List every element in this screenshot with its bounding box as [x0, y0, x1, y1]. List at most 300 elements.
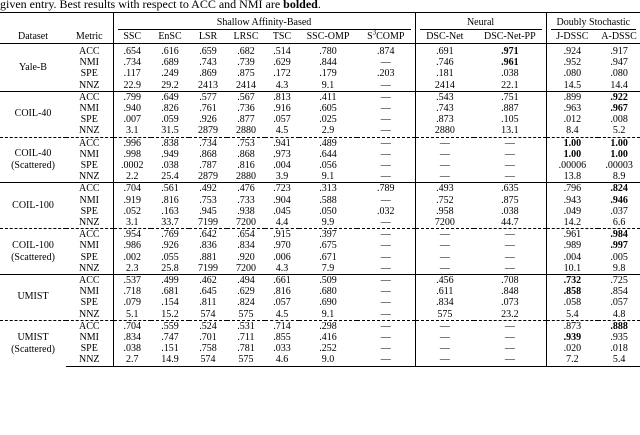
- value-cell: .813: [265, 91, 299, 103]
- value-cell: 2879: [198, 125, 218, 137]
- value-cell: 7199: [198, 217, 218, 229]
- value-cell: 13.8: [546, 171, 598, 183]
- value-cell: 14.4: [610, 79, 628, 91]
- value-cell: 15.2: [161, 308, 179, 320]
- value-cell: 3.9: [275, 171, 289, 183]
- value-cell: .033: [273, 343, 291, 355]
- metric-cell: NMI: [79, 332, 99, 344]
- value-cell: .916: [273, 103, 291, 115]
- value-cell: .874: [377, 46, 395, 57]
- value-cell: .057: [273, 114, 291, 126]
- value-cell: .00006: [546, 160, 598, 171]
- value-cell: 1.00: [546, 137, 598, 149]
- value-cell: .924: [546, 44, 598, 58]
- value-cell: .002: [113, 252, 151, 263]
- value-cell: 22.1: [501, 79, 519, 91]
- value-cell: —: [415, 343, 474, 354]
- value-cell: .313: [299, 183, 357, 195]
- table-row: [0, 195, 640, 206]
- caption-bold-word: bolded: [283, 0, 318, 11]
- dataset-name: COIL-40: [14, 108, 52, 120]
- value-cell: .939: [546, 332, 598, 343]
- value-cell: .079: [113, 297, 151, 308]
- value-cell: 10.1: [546, 263, 598, 275]
- value-cell: 9.1: [321, 79, 335, 91]
- value-cell: .561: [151, 183, 189, 195]
- value-cell: .489: [299, 137, 357, 149]
- value-cell: —: [357, 320, 415, 332]
- value-cell: .008: [610, 114, 628, 126]
- value-cell: .531: [227, 320, 265, 332]
- metric-cell: NNZ: [78, 171, 100, 183]
- value-cell: 2880: [415, 125, 474, 137]
- value-cell: .025: [319, 114, 337, 126]
- value-cell: .989: [546, 240, 598, 251]
- value-cell: 9.9: [321, 217, 335, 229]
- value-cell: .049: [546, 206, 598, 217]
- value-cell: .941: [265, 137, 299, 149]
- value-cell: .743: [199, 57, 217, 69]
- metric-cell: NMI: [79, 103, 99, 115]
- value-cell: .654: [227, 229, 265, 241]
- value-cell: .952: [546, 57, 598, 68]
- value-cell: —: [380, 125, 391, 137]
- value-cell: .045: [273, 205, 291, 217]
- value-cell: —: [380, 332, 391, 344]
- dataset-cell: [0, 91, 66, 137]
- metric-cell: NNZ: [66, 354, 113, 366]
- table-row: [0, 229, 640, 241]
- col-s3comp: $S^3COMP$: [357, 30, 415, 44]
- value-cell: .961: [501, 57, 519, 69]
- value-cell: .616: [161, 46, 179, 57]
- col-lrsc: LRSC: [227, 30, 265, 44]
- value-cell: .661: [265, 275, 299, 287]
- value-cell: .984: [598, 229, 640, 241]
- value-cell: —: [357, 137, 415, 149]
- value-cell: .758: [199, 343, 217, 355]
- value-cell: .855: [273, 332, 291, 344]
- value-cell: —: [380, 57, 391, 69]
- value-cell: .997: [610, 240, 628, 252]
- value-cell: .252: [319, 343, 337, 355]
- col-j-dssc: J-DSSC: [546, 30, 598, 44]
- value-cell: .005: [610, 251, 628, 263]
- value-cell: —: [504, 160, 515, 172]
- value-cell: 1.00: [598, 137, 640, 149]
- metric-cell: NNZ: [78, 125, 100, 137]
- value-cell: .037: [610, 205, 628, 217]
- metric-cell: ACC: [66, 91, 113, 103]
- value-cell: 7200: [415, 217, 474, 229]
- value-cell: .838: [151, 137, 189, 149]
- value-cell: 2414: [236, 79, 256, 91]
- value-cell: 1.00: [610, 148, 628, 160]
- table-row: [0, 57, 640, 68]
- dataset-name: UMIST: [17, 331, 49, 343]
- value-cell: —: [380, 343, 391, 355]
- value-cell: .998: [113, 149, 151, 160]
- metric-cell: ACC: [66, 137, 113, 149]
- value-cell: .056: [319, 160, 337, 172]
- value-cell: .834: [237, 240, 255, 252]
- value-cell: 2.3: [113, 263, 151, 275]
- value-cell: 2414: [415, 80, 474, 92]
- value-cell: .858: [546, 286, 598, 297]
- value-cell: .816: [237, 160, 255, 172]
- value-cell: —: [380, 262, 391, 274]
- table-row: [0, 206, 640, 217]
- value-cell: 31.5: [161, 125, 179, 137]
- value-cell: 2880: [236, 125, 256, 137]
- value-cell: .954: [113, 229, 151, 241]
- value-cell: .854: [610, 286, 628, 298]
- metric-cell: NMI: [79, 286, 99, 298]
- value-cell: .926: [161, 240, 179, 252]
- table-row: [0, 125, 640, 137]
- value-cell: .751: [474, 91, 546, 103]
- value-cell: 4.5: [275, 308, 289, 320]
- value-cell: .499: [151, 275, 189, 287]
- value-cell: .732: [546, 275, 598, 287]
- value-cell: —: [380, 103, 391, 115]
- value-cell: .681: [161, 286, 179, 298]
- value-cell: .844: [319, 57, 337, 69]
- value-cell: —: [504, 171, 515, 183]
- value-cell: 7199: [198, 262, 218, 274]
- value-cell: 44.7: [501, 217, 519, 229]
- value-cell: .671: [319, 251, 337, 263]
- group-shallow: Shallow Affinity-Based: [118, 16, 411, 30]
- value-cell: 7200: [236, 262, 256, 274]
- value-cell: .971: [501, 46, 519, 57]
- group-doubly-stochastic: Doubly Stochastic: [551, 16, 637, 30]
- value-cell: .411: [299, 91, 357, 103]
- value-cell: .020: [546, 343, 598, 354]
- value-cell: —: [380, 217, 391, 229]
- metric-cell: ACC: [78, 46, 100, 57]
- value-cell: —: [474, 320, 546, 332]
- table-caption: [0, 0, 321, 10]
- value-cell: .887: [501, 103, 519, 115]
- value-cell: 4.8: [612, 308, 626, 320]
- value-cell: .877: [237, 114, 255, 126]
- metric-cell: NMI: [79, 240, 99, 252]
- value-cell: —: [504, 251, 515, 263]
- dataset-cell: [0, 275, 66, 321]
- value-cell: .701: [199, 332, 217, 344]
- value-cell: .154: [161, 297, 179, 309]
- value-cell: 4.5: [275, 125, 289, 137]
- value-cell: .004: [273, 160, 291, 172]
- value-cell: .012: [546, 114, 598, 125]
- value-cell: .996: [113, 137, 151, 149]
- dataset-name: UMIST: [17, 291, 49, 303]
- value-cell: .704: [113, 183, 151, 195]
- value-cell: —: [474, 229, 546, 241]
- value-cell: .524: [189, 320, 227, 332]
- value-cell: 7200: [236, 217, 256, 229]
- value-cell: —: [504, 343, 515, 355]
- caption-suffix: .: [317, 0, 321, 11]
- caption-prefix: given entry. Best results with respect to ACC and NMI are: [0, 0, 284, 11]
- value-cell: .059: [161, 114, 179, 126]
- value-cell: .734: [113, 57, 151, 68]
- value-cell: —: [380, 114, 391, 126]
- dataset-cell: [0, 320, 66, 366]
- value-cell: .761: [199, 103, 217, 115]
- table-row: [0, 103, 640, 114]
- metric-cell: NNZ: [78, 308, 100, 320]
- value-cell: —: [380, 148, 391, 160]
- value-cell: 29.2: [161, 79, 179, 91]
- value-cell: —: [357, 275, 415, 287]
- value-cell: 3.1: [113, 217, 151, 229]
- value-cell: .917: [610, 46, 628, 57]
- value-cell: .416: [319, 332, 337, 344]
- value-cell: 575: [415, 309, 474, 321]
- value-cell: —: [415, 263, 474, 275]
- value-cell: .787: [199, 160, 217, 172]
- value-cell: .038: [501, 68, 519, 80]
- value-cell: .018: [610, 343, 628, 355]
- value-cell: .057: [273, 297, 291, 309]
- table-row: [0, 343, 640, 354]
- value-cell: 9.0: [299, 354, 357, 366]
- value-cell: .947: [610, 57, 628, 69]
- value-cell: 13.1: [501, 125, 519, 137]
- table-row: [0, 114, 640, 125]
- table-row: [0, 240, 640, 251]
- table-body: [0, 44, 640, 367]
- value-cell: .920: [237, 251, 255, 263]
- metric-cell: ACC: [66, 320, 113, 332]
- value-cell: .733: [237, 194, 255, 206]
- value-cell: 7.9: [321, 262, 335, 274]
- value-cell: .00003: [605, 160, 633, 172]
- table-row: [0, 137, 640, 149]
- col-ssc-omp: SSC-OMP: [299, 30, 357, 44]
- col-dataset: Dataset: [0, 30, 66, 44]
- value-cell: .826: [161, 103, 179, 115]
- value-cell: 6.6: [612, 217, 626, 229]
- results-table: [0, 12, 640, 367]
- metric-cell: SPE: [80, 160, 98, 172]
- dataset-cell: [0, 44, 66, 92]
- value-cell: —: [357, 229, 415, 241]
- value-cell: .462: [189, 275, 227, 287]
- value-cell: .714: [265, 320, 299, 332]
- value-cell: .926: [199, 114, 217, 126]
- value-cell: .080: [610, 68, 628, 80]
- value-cell: .796: [546, 183, 598, 195]
- table-row: [0, 68, 640, 79]
- value-cell: .611: [415, 286, 474, 297]
- dataset-cell: [0, 183, 66, 229]
- value-cell: 22.9: [113, 80, 151, 92]
- value-cell: .073: [501, 297, 519, 309]
- value-cell: —: [380, 240, 391, 252]
- value-cell: .718: [113, 286, 151, 297]
- value-cell: .816: [161, 194, 179, 206]
- value-cell: 575: [238, 308, 254, 320]
- value-cell: .958: [415, 206, 474, 217]
- value-cell: .752: [415, 195, 474, 206]
- value-cell: .151: [161, 343, 179, 355]
- value-cell: 14.2: [546, 217, 598, 229]
- value-cell: —: [415, 171, 474, 183]
- col-ssc: SSC: [113, 30, 151, 44]
- value-cell: 574: [189, 354, 227, 366]
- table-row: [0, 332, 640, 343]
- value-cell: .117: [113, 68, 151, 79]
- value-cell: 5.4: [546, 309, 598, 321]
- value-cell: 2.9: [321, 125, 335, 137]
- value-cell: .680: [319, 286, 337, 298]
- value-cell: 4.6: [265, 354, 299, 366]
- value-cell: 2.2: [113, 171, 151, 183]
- value-cell: .690: [319, 297, 337, 309]
- value-cell: .824: [598, 183, 640, 195]
- value-cell: .780: [319, 46, 337, 57]
- value-cell: —: [504, 240, 515, 252]
- value-cell: —: [415, 137, 474, 149]
- value-cell: .824: [237, 297, 255, 309]
- value-cell: .649: [151, 91, 189, 103]
- value-cell: —: [357, 354, 415, 366]
- value-cell: .543: [415, 91, 474, 103]
- value-cell: 7.2: [546, 354, 598, 366]
- value-cell: .739: [237, 57, 255, 69]
- value-cell: .689: [161, 57, 179, 69]
- value-cell: .456: [415, 275, 474, 287]
- table-row: [0, 354, 640, 366]
- table-row: [0, 183, 640, 195]
- value-cell: .080: [546, 68, 598, 79]
- value-cell: .746: [415, 57, 474, 68]
- value-cell: .537: [113, 275, 151, 287]
- value-cell: .645: [199, 286, 217, 298]
- value-cell: .873: [546, 320, 598, 332]
- metric-cell: SPE: [80, 68, 98, 80]
- value-cell: .743: [415, 103, 474, 114]
- value-cell: —: [415, 320, 474, 332]
- metric-cell: SPE: [80, 114, 98, 126]
- value-cell: .682: [237, 46, 255, 57]
- value-cell: .704: [113, 320, 151, 332]
- value-cell: .963: [546, 103, 598, 114]
- value-cell: .642: [189, 229, 227, 241]
- table-row: [0, 320, 640, 332]
- value-cell: .848: [501, 286, 519, 298]
- value-cell: .747: [161, 332, 179, 344]
- dataset-cell: [0, 137, 66, 183]
- value-cell: 9.8: [612, 262, 626, 274]
- value-cell: .789: [357, 183, 415, 195]
- value-cell: —: [415, 354, 474, 366]
- metric-cell: ACC: [66, 183, 113, 195]
- metric-cell: SPE: [80, 343, 98, 355]
- metric-cell: NMI: [79, 148, 99, 160]
- metric-cell: SPE: [80, 251, 98, 263]
- metric-cell: NNZ: [78, 262, 100, 274]
- table-row: [0, 263, 640, 275]
- value-cell: .869: [199, 68, 217, 80]
- value-cell: .919: [113, 195, 151, 206]
- col-metric: Metric: [66, 30, 113, 44]
- value-cell: .834: [415, 297, 474, 308]
- metric-cell: NMI: [79, 194, 99, 206]
- value-cell: 3.1: [113, 125, 151, 137]
- value-cell: .868: [199, 148, 217, 160]
- metric-cell: NMI: [79, 57, 99, 69]
- value-cell: .967: [610, 103, 628, 115]
- value-cell: .298: [299, 320, 357, 332]
- value-cell: .836: [199, 240, 217, 252]
- value-cell: .875: [237, 68, 255, 80]
- value-cell: .476: [227, 183, 265, 195]
- value-cell: .799: [113, 91, 151, 103]
- value-cell: —: [504, 332, 515, 344]
- value-cell: .986: [113, 240, 151, 251]
- value-cell: .736: [237, 103, 255, 115]
- value-cell: .949: [161, 148, 179, 160]
- table-row: [0, 44, 640, 58]
- dataset-name: (Scattered): [11, 343, 55, 355]
- table-row: [0, 252, 640, 263]
- value-cell: .055: [161, 251, 179, 263]
- value-cell: —: [504, 148, 515, 160]
- value-cell: .935: [610, 332, 628, 344]
- value-cell: .629: [237, 286, 255, 298]
- value-cell: .888: [598, 320, 640, 332]
- col-dsc-net-pp: DSC-Net-PP: [474, 30, 546, 44]
- value-cell: .635: [474, 183, 546, 195]
- value-cell: .943: [546, 195, 598, 206]
- metric-cell: SPE: [80, 297, 98, 309]
- value-cell: 23.2: [501, 308, 519, 320]
- value-cell: 5.1: [113, 309, 151, 321]
- value-cell: —: [380, 286, 391, 298]
- value-cell: —: [415, 332, 474, 343]
- value-cell: .873: [415, 114, 474, 125]
- value-cell: —: [474, 354, 546, 366]
- metric-cell: NNZ: [78, 79, 100, 91]
- metric-cell: SPE: [80, 205, 98, 217]
- value-cell: 4.4: [275, 217, 289, 229]
- group-header-row: [0, 13, 640, 31]
- value-cell: —: [380, 194, 391, 206]
- value-cell: .181: [415, 68, 474, 79]
- value-cell: .203: [377, 68, 395, 80]
- value-cell: .940: [113, 103, 151, 114]
- value-cell: .654: [113, 44, 151, 58]
- value-cell: —: [474, 137, 546, 149]
- value-cell: .734: [189, 137, 227, 149]
- value-cell: 9.1: [321, 308, 335, 320]
- value-cell: .945: [199, 205, 217, 217]
- col-tsc: TSC: [265, 30, 299, 44]
- value-cell: —: [380, 160, 391, 172]
- value-cell: .492: [189, 183, 227, 195]
- table-row: [0, 275, 640, 287]
- value-cell: .868: [237, 148, 255, 160]
- value-cell: 25.8: [161, 262, 179, 274]
- value-cell: .605: [319, 103, 337, 115]
- value-cell: .629: [273, 57, 291, 69]
- value-cell: .723: [265, 183, 299, 195]
- table-row: [0, 171, 640, 183]
